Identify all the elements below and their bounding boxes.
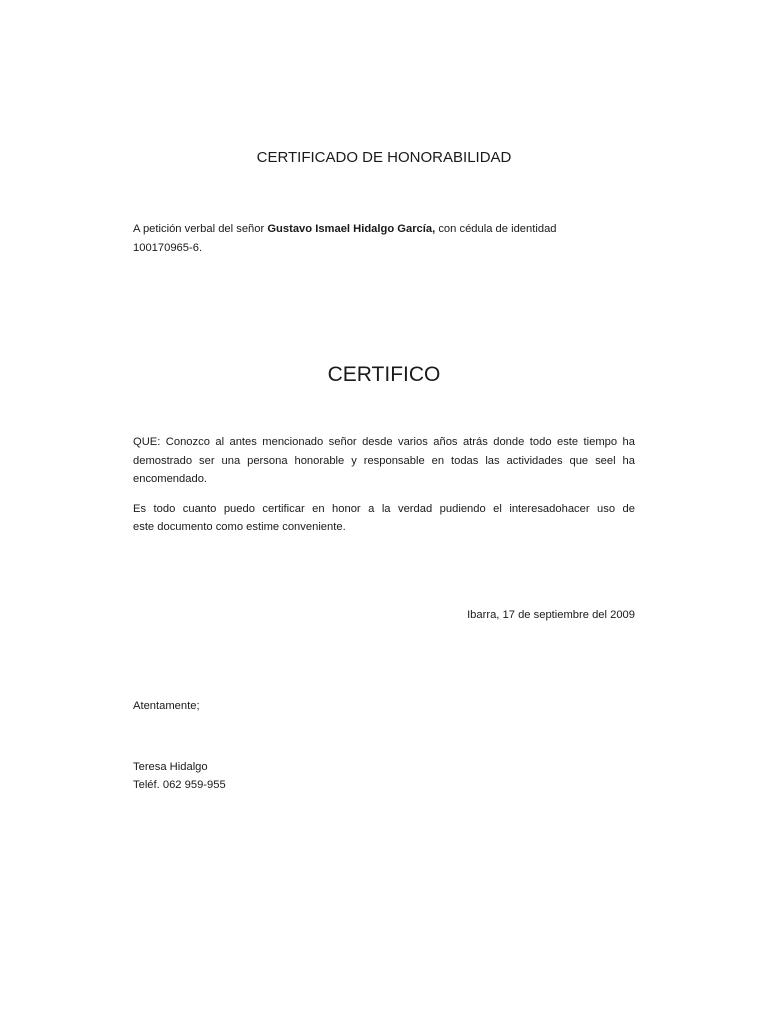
signer-phone: Teléf. 062 959-955 <box>133 779 226 791</box>
paragraph1-line: encomendado. <box>133 473 208 485</box>
signer-name: Teresa Hidalgo <box>133 761 208 773</box>
document-title: CERTIFICADO DE HONORABILIDAD <box>256 149 512 166</box>
paragraph2-line: Es todo cuanto puedo certificar en honor a la verdad pudiendo el interesadohacer uso de <box>133 503 635 515</box>
certifico-heading: CERTIFICO <box>327 363 441 386</box>
id-number: 100170965-6. <box>133 242 203 254</box>
paragraph2-line: este documento como estime conveniente. <box>133 521 346 533</box>
intro-line-1 <box>133 222 557 236</box>
intro-prefix: A petición verbal del señor <box>133 223 268 235</box>
closing: Atentamente; <box>133 700 200 712</box>
intro-suffix: con cédula de identidad <box>435 223 557 235</box>
paragraph1-line: QUE: Conozco al antes mencionado señor desde varios años atrás donde todo este tiempo ha <box>133 436 635 448</box>
paragraph1-line: demostrado ser una persona honorable y responsable en todas las actividades que seel ha <box>133 455 635 467</box>
person-name: Gustavo Ismael Hidalgo García, <box>267 223 436 235</box>
place-date: Ibarra, 17 de septiembre del 2009 <box>467 609 635 621</box>
